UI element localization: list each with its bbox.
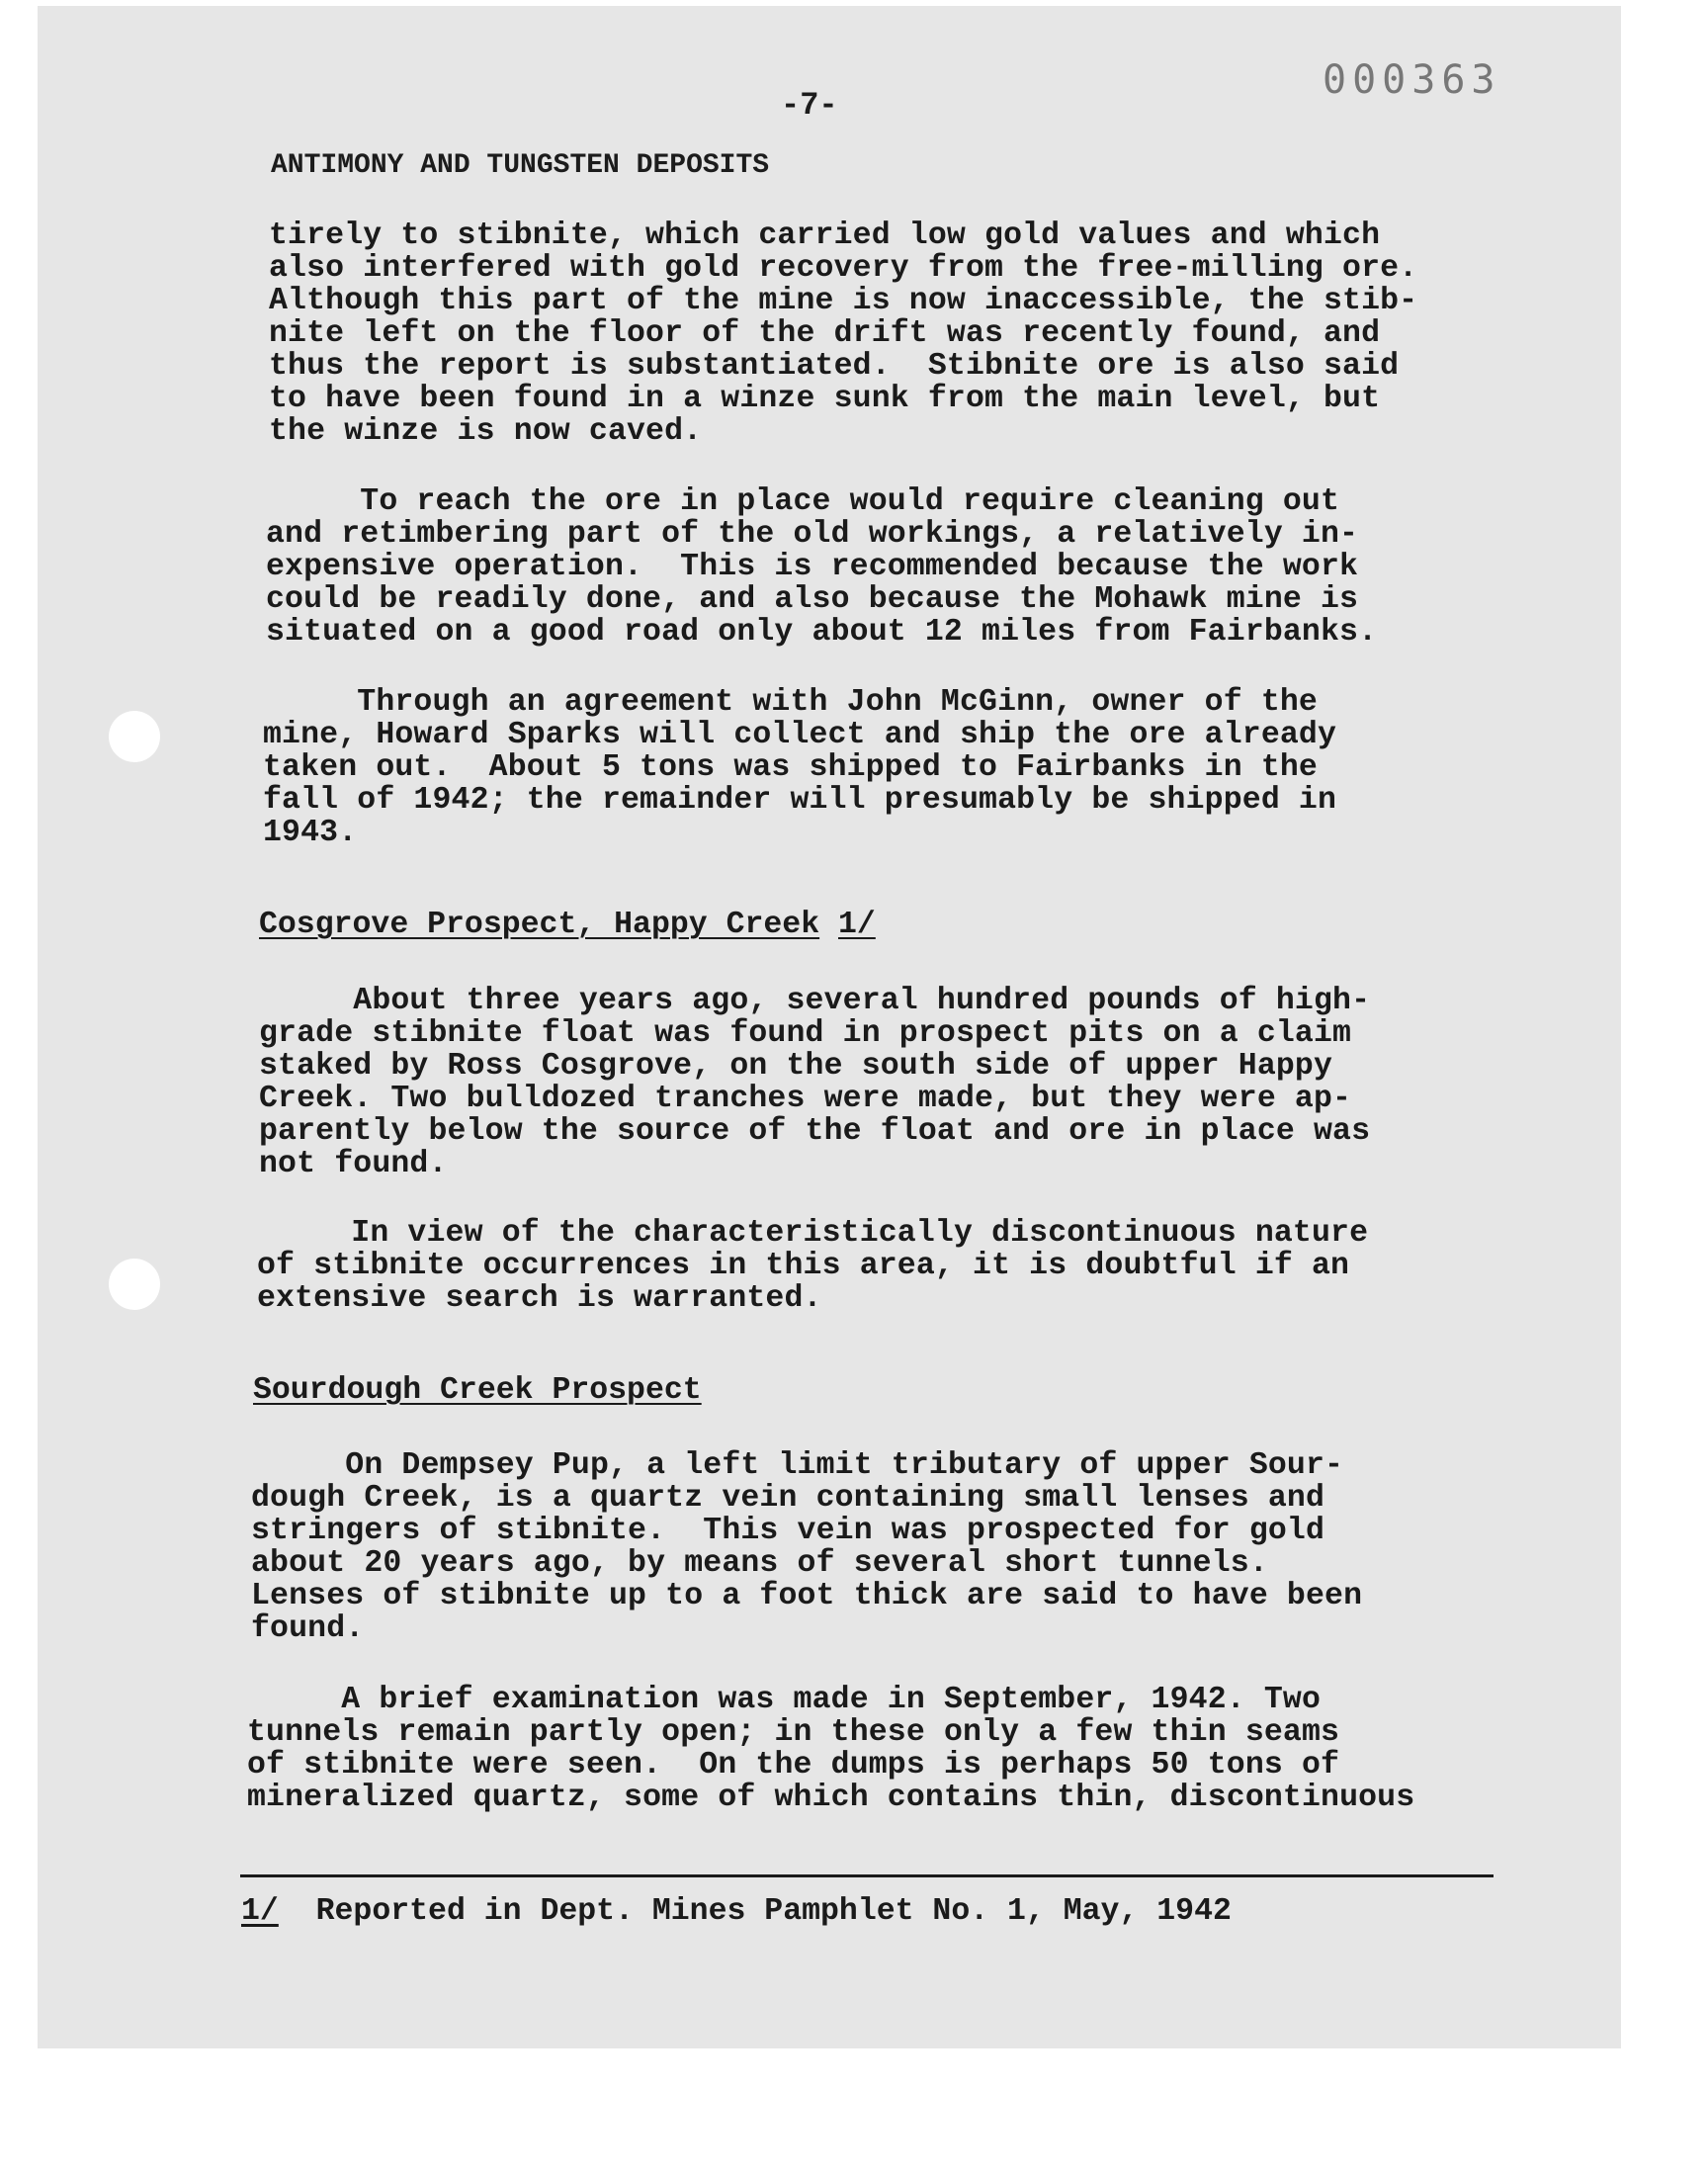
cosgrove-footnote-ref: 1/ <box>838 908 876 942</box>
paragraph-6: On Dempsey Pup, a left limit tributary of upper Sour- dough Creek, is a quartz vein containing small lenses and stringers of stibnite. This vein was prospected for gold about 20 years ago, by means of several short tunnels. Lenses of stibnite up to a foot thick are said to have been found. <box>251 1448 1363 1646</box>
section-heading-cosgrove <box>259 908 876 942</box>
paragraph-2: To reach the ore in place would require cleaning out and retimbering part of the old workings, a relatively in- expensive operation. This is recommended because the work could be readily done, and also because the Mohawk mine is situated on a good road only about 12 miles from Fairbanks. <box>266 484 1378 650</box>
paragraph-1: tirely to stibnite, which carried low gold values and which also interfered with gold recovery from the free-milling ore. Although this part of the mine is now inaccessible, the stib- nite left on the floor of the drift was recently found, and thus the report is substantiated. Stibnite ore is also said to have been found in a winze sunk from the main level, but the winze is now caved. <box>269 218 1418 449</box>
paragraph-5: In view of the characteristically discontinuous nature of stibnite occurrences in this area, it is doubtful if an extensive search is warranted. <box>257 1216 1369 1316</box>
punch-hole-top <box>109 711 160 762</box>
page-number: -7- <box>781 87 838 124</box>
footnote-marker: 1/ <box>241 1894 279 1929</box>
running-head: ANTIMONY AND TUNGSTEN DEPOSITS <box>271 150 770 181</box>
scanned-page <box>38 6 1621 2048</box>
paragraph-4: About three years ago, several hundred pounds of high- grade stibnite float was found in prospect pits on a claim staked by Ross Cosgrove, on the south side of upper Happy Creek. Two bulldozed tranches were made, but they were ap- parently below the source of the float and ore in place was not found. <box>259 984 1371 1181</box>
paragraph-7: A brief examination was made in September, 1942. Two tunnels remain partly open; in these only a few thin seams of stibnite were seen. On the dumps is perhaps 50 tons of mineralized quartz, some of which contains thin, discontinuous <box>247 1683 1415 1815</box>
sourdough-heading-title: Sourdough Creek Prospect <box>253 1373 702 1408</box>
punch-hole-bottom <box>109 1259 160 1310</box>
section-heading-sourdough <box>253 1373 702 1408</box>
cosgrove-heading-title: Cosgrove Prospect, Happy Creek <box>259 908 820 942</box>
footnote-rule <box>240 1874 1494 1877</box>
document-id-stamp: 000363 <box>1323 57 1501 103</box>
paragraph-3: Through an agreement with John McGinn, owner of the mine, Howard Sparks will collect and ship the ore already taken out. About 5 tons was shipped to Fairbanks in the fall of 1942; the remainder will presumably be shipped in 1943. <box>263 685 1337 850</box>
footnote <box>241 1894 1232 1929</box>
footnote-text: Reported in Dept. Mines Pamphlet No. 1, May, 1942 <box>315 1894 1232 1929</box>
